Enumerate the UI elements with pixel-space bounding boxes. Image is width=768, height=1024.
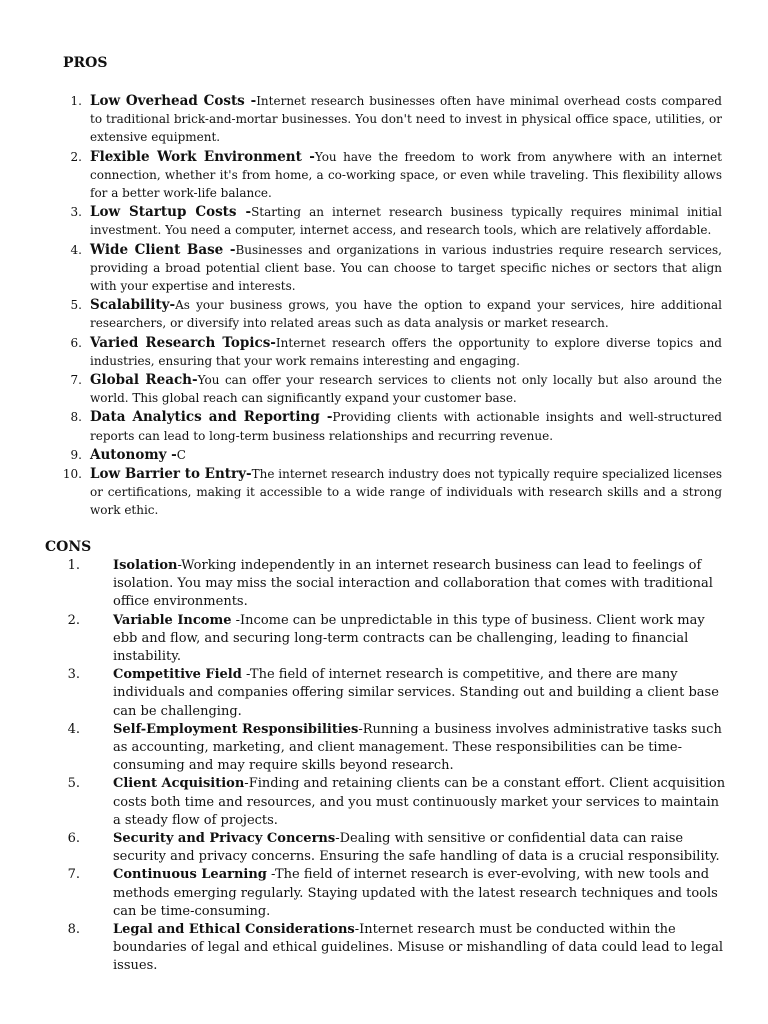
item-number: 1. <box>67 558 80 573</box>
item-number: 6. <box>67 831 80 847</box>
item-number: 4. <box>67 721 80 737</box>
item-number: 3. <box>70 205 82 220</box>
item-title: Low Overhead Costs - <box>90 93 257 109</box>
item-title: Competitive Field <box>113 667 242 683</box>
item-title: Continuous Learning <box>113 867 267 883</box>
item-text: -The field of internet research is ever-evolving, with new tools and methods emerging regularly. Staying updated with the latest research techniques and tools can be time-consuming. <box>113 867 718 919</box>
item-number: 3. <box>67 667 80 683</box>
item-text: The internet research industry does not typically require specialized licenses or certifications, making it accessible to a wide range of individuals with research skills and a strong work ethic. <box>90 467 722 518</box>
list-item <box>62 866 727 921</box>
item-number: 7. <box>67 867 80 883</box>
item-text: Businesses and organizations in various industries require research services, providing a broad potential client base. You can choose to target specific niches or sectors that align with your expertise and interests. <box>90 242 722 294</box>
item-title: Client Acquisition <box>113 776 245 792</box>
item-title: Data Analytics and Reporting - <box>90 409 333 426</box>
item-title: Security and Privacy Concerns <box>113 831 336 847</box>
item-text: You have the freedom to work from anywhere with an internet connection, whether it's from home, a co-working space, or even while traveling. This flexibility allows for a better work-life balance. <box>90 149 722 201</box>
pros-heading: PROS <box>63 55 108 71</box>
item-title: Varied Research Topics- <box>90 334 276 351</box>
item-title: Isolation <box>113 558 178 573</box>
item-text: -Dealing with sensitive or confidential data can raise security and privacy concerns. Ensuring the safe handling of data is a crucial responsibility. <box>113 831 720 865</box>
item-title: Global Reach- <box>90 372 198 389</box>
item-text: You can offer your research services to clients not only locally but also around the world. This global reach can significantly expand your customer base. <box>90 373 723 406</box>
item-title: Autonomy - <box>90 446 177 463</box>
item-number: 6. <box>70 335 82 350</box>
list-item <box>62 446 722 464</box>
list-item <box>62 148 722 203</box>
list-item <box>62 408 722 444</box>
item-text: C <box>176 447 186 462</box>
item-number: 8. <box>70 410 82 425</box>
item-title: Low Startup Costs - <box>90 204 252 221</box>
item-text: Internet research businesses often have minimal overhead costs compared to traditional brick-and-mortar businesses. You don't need to invest in physical office space, utilities, or extensive equipment. <box>90 94 722 145</box>
item-title: Self-Employment Responsibilities <box>113 721 359 737</box>
item-number: 2. <box>70 149 82 164</box>
item-title: Scalability- <box>90 297 176 314</box>
item-text: Internet research offers the opportunity to explore diverse topics and industries, ensuring that your work remains interesting and engaging. <box>90 335 722 368</box>
list-item <box>62 921 727 976</box>
item-number: 8. <box>67 922 80 938</box>
item-text: -The field of internet research is competitive, and there are many individuals and companies offering similar services. Standing out and building a client base can be challenging. <box>113 667 719 719</box>
list-item <box>62 775 727 830</box>
item-text: Providing clients with actionable insights and well-structured reports can lead to long-term business relationships and recurring revenue. <box>90 410 722 443</box>
item-text: -Income can be unpredictable in this type of business. Client work may ebb and flow, and securing long-term contracts can be challenging, leading to financial instability. <box>113 612 705 665</box>
list-item <box>62 666 727 721</box>
item-text: Starting an internet research business typically requires minimal initial investment. You need a computer, internet access, and research tools, which are relatively affordable. <box>90 205 722 238</box>
item-text: -Internet research must be conducted within the boundaries of legal and ethical guidelines. Misuse or mishandling of data could lead to legal issues. <box>113 922 724 974</box>
item-number: 5. <box>67 776 80 792</box>
item-title: Flexible Work Environment - <box>90 148 315 165</box>
list-item <box>62 203 722 239</box>
item-number: 9. <box>70 447 82 462</box>
item-number: 1. <box>70 94 82 108</box>
list-item <box>62 334 722 370</box>
item-text: -Finding and retaining clients can be a constant effort. Client acquisition costs both time and resources, and you must continuously market your services to maintain a steady flow of projects. <box>113 776 726 828</box>
list-item <box>62 296 722 332</box>
item-text: As your business grows, you have the option to expand your services, hire additional researchers, or diversify into related areas such as data analysis or market research. <box>90 298 722 331</box>
list-item <box>62 721 727 776</box>
item-number: 2. <box>67 612 80 628</box>
list-item <box>62 830 727 866</box>
item-text: -Running a business involves administrative tasks such as accounting, marketing, and client management. These responsibilities can be time-consuming and may require skills beyond research. <box>113 721 722 774</box>
list-item <box>62 465 722 520</box>
item-number: 4. <box>70 242 82 257</box>
item-title: Legal and Ethical Considerations <box>113 922 355 938</box>
list-item <box>62 92 722 147</box>
item-number: 7. <box>70 373 82 388</box>
item-title: Low Barrier to Entry- <box>90 466 252 483</box>
list-item <box>62 241 722 296</box>
pros-list <box>62 92 722 521</box>
item-number: 10. <box>62 467 82 482</box>
cons-heading: CONS <box>45 539 92 555</box>
item-text: -Working independently in an internet research business can lead to feelings of isolation. You may miss the social interaction and collaboration that comes with traditional office environments. <box>113 558 713 610</box>
list-item <box>62 612 727 667</box>
item-number: 5. <box>70 298 82 313</box>
item-title: Wide Client Base - <box>90 241 236 258</box>
list-item <box>62 371 722 407</box>
cons-list <box>62 557 727 976</box>
item-title: Variable Income <box>113 612 232 628</box>
list-item <box>62 557 727 612</box>
